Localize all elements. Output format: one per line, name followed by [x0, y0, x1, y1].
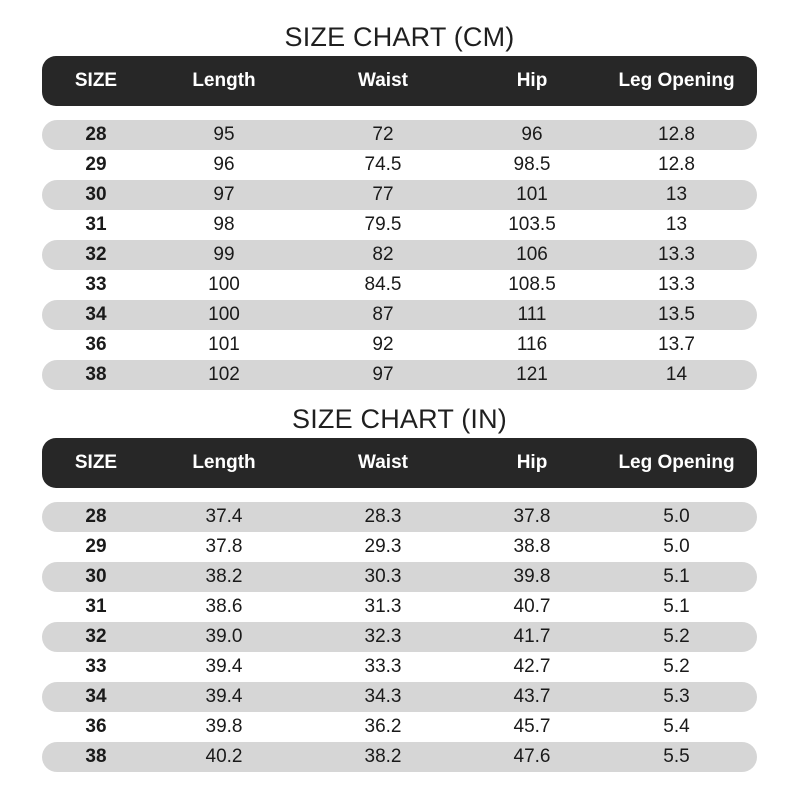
cell-length: 40.2 — [205, 746, 243, 767]
cell-length: 39.8 — [205, 716, 243, 737]
header-hip: Hip — [516, 452, 548, 473]
cell-size: 31 — [85, 596, 107, 617]
cell-waist: 28.3 — [364, 506, 402, 527]
cell-waist: 79.5 — [364, 214, 402, 235]
header-waist: Waist — [358, 452, 408, 473]
cell-leg-opening: 13 — [665, 184, 688, 205]
cell-length: 100 — [208, 304, 240, 325]
cell-waist: 31.3 — [364, 596, 402, 617]
cell-length: 95 — [213, 124, 235, 145]
table-row — [42, 742, 757, 772]
cell-length: 39.0 — [205, 626, 243, 647]
table-row — [42, 562, 757, 592]
cell-length: 37.8 — [205, 536, 243, 557]
cell-length: 39.4 — [205, 656, 243, 677]
cell-hip: 37.8 — [513, 506, 551, 527]
cell-hip: 47.6 — [513, 746, 551, 767]
cell-hip: 103.5 — [508, 214, 556, 235]
cell-hip: 40.7 — [513, 596, 551, 617]
cell-length: 38.6 — [205, 596, 243, 617]
header-size: SIZE — [74, 70, 118, 91]
cell-waist: 36.2 — [364, 716, 402, 737]
cell-hip: 41.7 — [513, 626, 551, 647]
table-row — [42, 622, 757, 652]
cell-hip: 108.5 — [508, 274, 556, 295]
size-chart-in-title: SIZE CHART (IN) — [291, 404, 508, 434]
cell-hip: 39.8 — [513, 566, 551, 587]
table-row — [42, 502, 757, 532]
table-row — [42, 712, 757, 742]
header-size: SIZE — [74, 452, 118, 473]
size-chart-in — [42, 400, 757, 772]
table-row — [42, 652, 757, 682]
cell-waist: 34.3 — [364, 686, 402, 707]
cell-waist: 29.3 — [364, 536, 402, 557]
size-chart-cm-title: SIZE CHART (CM) — [284, 22, 515, 52]
cell-size: 38 — [85, 364, 107, 385]
cell-size: 29 — [85, 154, 107, 175]
cell-hip: 96 — [521, 124, 543, 145]
cell-hip: 98.5 — [513, 154, 551, 175]
cell-leg-opening: 5.3 — [663, 686, 690, 707]
cell-length: 99 — [213, 244, 235, 265]
header-length: Length — [192, 452, 256, 473]
table-row — [42, 150, 757, 180]
cell-size: 28 — [85, 506, 107, 527]
table-row — [42, 210, 757, 240]
table-row — [42, 120, 757, 150]
cell-hip: 111 — [517, 304, 547, 325]
cell-length: 100 — [208, 274, 240, 295]
table-row — [42, 360, 757, 390]
cell-leg-opening: 13 — [665, 214, 688, 235]
cell-hip: 116 — [516, 334, 548, 355]
cell-size: 30 — [85, 184, 107, 205]
cell-length: 102 — [208, 364, 240, 385]
cell-hip: 38.8 — [513, 536, 551, 557]
cell-leg-opening: 13.5 — [658, 304, 695, 325]
cell-size: 32 — [85, 244, 107, 265]
cell-size: 33 — [85, 274, 107, 295]
cell-leg-opening: 12.8 — [658, 154, 695, 175]
cell-size: 34 — [85, 686, 107, 707]
table-row — [42, 330, 757, 360]
table-row — [42, 300, 757, 330]
cell-size: 33 — [85, 656, 107, 677]
cell-waist: 72 — [372, 124, 394, 145]
cell-hip: 45.7 — [513, 716, 551, 737]
cell-hip: 43.7 — [513, 686, 551, 707]
header-leg-opening: Leg Opening — [618, 452, 735, 473]
size-chart-cm-rows — [42, 120, 757, 390]
size-chart-in-rows — [42, 502, 757, 772]
cell-waist: 77 — [372, 184, 394, 205]
header-hip: Hip — [516, 70, 548, 91]
table-row — [42, 240, 757, 270]
size-chart-in-header — [42, 438, 757, 488]
cell-waist: 82 — [372, 244, 394, 265]
size-chart-cm-header — [42, 56, 757, 106]
cell-leg-opening: 14 — [665, 364, 688, 385]
cell-length: 39.4 — [205, 686, 243, 707]
cell-size: 30 — [85, 566, 107, 587]
cell-size: 36 — [85, 334, 107, 355]
size-chart-cm — [42, 18, 757, 390]
cell-length: 101 — [208, 334, 240, 355]
cell-leg-opening: 12.8 — [658, 124, 695, 145]
cell-length: 97 — [213, 184, 235, 205]
cell-waist: 97 — [372, 364, 394, 385]
header-waist: Waist — [358, 70, 408, 91]
cell-length: 98 — [213, 214, 235, 235]
cell-size: 36 — [85, 716, 107, 737]
cell-leg-opening: 5.5 — [663, 746, 690, 767]
cell-length: 37.4 — [205, 506, 243, 527]
cell-leg-opening: 13.3 — [658, 274, 695, 295]
header-leg-opening: Leg Opening — [618, 70, 735, 91]
table-row — [42, 592, 757, 622]
cell-waist: 92 — [372, 334, 394, 355]
cell-waist: 32.3 — [364, 626, 402, 647]
cell-leg-opening: 5.1 — [663, 566, 690, 587]
cell-leg-opening: 13.7 — [658, 334, 695, 355]
cell-size: 32 — [85, 626, 107, 647]
cell-leg-opening: 13.3 — [658, 244, 695, 265]
cell-length: 96 — [213, 154, 235, 175]
cell-waist: 74.5 — [364, 154, 402, 175]
header-length: Length — [192, 70, 256, 91]
cell-length: 38.2 — [205, 566, 243, 587]
table-row — [42, 682, 757, 712]
cell-size: 28 — [85, 124, 107, 145]
cell-leg-opening: 5.2 — [663, 656, 690, 677]
cell-leg-opening: 5.2 — [663, 626, 690, 647]
cell-hip: 42.7 — [513, 656, 551, 677]
cell-leg-opening: 5.4 — [663, 716, 690, 737]
cell-leg-opening: 5.0 — [663, 506, 690, 527]
cell-waist: 84.5 — [364, 274, 402, 295]
cell-waist: 30.3 — [364, 566, 402, 587]
cell-size: 34 — [85, 304, 107, 325]
table-row — [42, 180, 757, 210]
cell-hip: 121 — [516, 364, 548, 385]
cell-hip: 101 — [516, 184, 548, 205]
cell-waist: 38.2 — [364, 746, 402, 767]
cell-leg-opening: 5.1 — [663, 596, 690, 617]
table-row — [42, 270, 757, 300]
cell-hip: 106 — [516, 244, 548, 265]
cell-waist: 33.3 — [364, 656, 402, 677]
cell-size: 29 — [85, 536, 107, 557]
cell-size: 38 — [85, 746, 107, 767]
cell-leg-opening: 5.0 — [663, 536, 690, 557]
cell-size: 31 — [85, 214, 107, 235]
cell-waist: 87 — [372, 304, 394, 325]
table-row — [42, 532, 757, 562]
